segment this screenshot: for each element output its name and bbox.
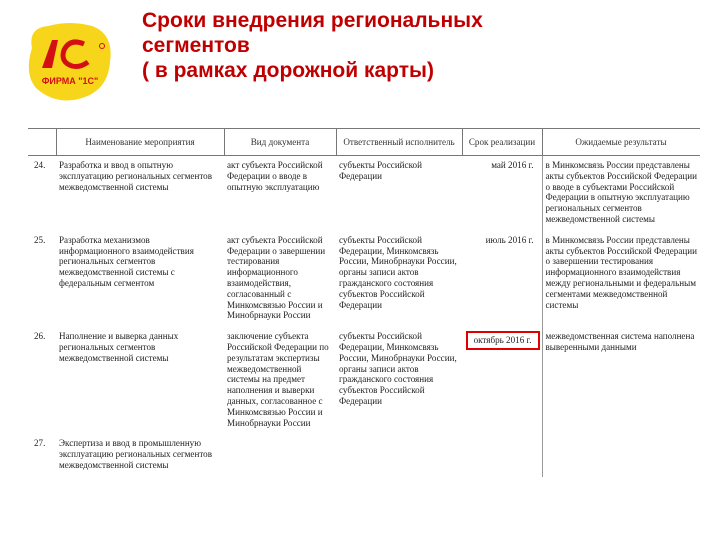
row-number: 26.	[34, 331, 46, 342]
roadmap-table	[28, 128, 700, 477]
date-highlight-box: октябрь 2016 г.	[466, 331, 540, 350]
title-line: Сроки внедрения региональных	[142, 9, 483, 32]
page-title	[142, 8, 702, 83]
row-doc: заключение субъекта Российской Федерации по результатам экспертизы межведомственной системы на предмет наполнения и выверки данных, согласованное с Минкомсвязью России и Минобрнауки России	[227, 331, 329, 428]
col-header-resp: Ответственный исполнитель	[336, 129, 462, 156]
table-row	[28, 231, 700, 327]
row-result: в Минкомсвязь России представлены акты субъектов Российской Федерации о завершении тестирования информационного взаимодействия между региональными и федеральным сегментами межведомственной системы	[542, 231, 700, 327]
table-row	[28, 434, 700, 476]
1c-logo-icon	[22, 18, 118, 108]
row-resp: субъекты Российской Федерации	[336, 156, 462, 231]
col-header-result: Ожидаемые результаты	[542, 129, 700, 156]
row-name: Разработка механизмов информационного взаимодействия региональных сегментов межведомственной системы с федеральным сегментом	[59, 234, 194, 288]
row-number: 24.	[28, 156, 56, 231]
row-number: 27.	[34, 438, 46, 449]
col-header-num	[28, 129, 56, 156]
row-result: межведомственная система наполнена выверенными данными	[542, 327, 700, 434]
row-date	[462, 434, 542, 476]
table-header-row	[28, 129, 700, 156]
col-header-date: Срок реализации	[462, 129, 542, 156]
row-number: 25.	[34, 234, 46, 245]
row-resp: субъекты Российской Федерации, Минкомсвязь России, Минобрнауки России, органы записи актов гражданского состояния субъектов Российской Федерации	[339, 331, 457, 406]
logo-firm-text: ФИРМА "1С"	[41, 76, 99, 86]
table-row	[28, 327, 700, 434]
row-date-highlighted	[462, 327, 542, 434]
row-name: Наполнение и выверка данных региональных сегментов межведомственной системы	[59, 331, 179, 363]
row-doc: акт субъекта Российской Федерации о завершении тестирования информационного взаимодействия, согласованный с Минкомсвязью России и Минобрнауки России	[227, 234, 326, 321]
row-result	[542, 434, 700, 476]
row-date: май 2016 г.	[462, 156, 542, 231]
title-line: сегментов	[142, 34, 250, 57]
roadmap-document	[28, 128, 700, 540]
row-date: июль 2016 г.	[485, 234, 534, 245]
title-line: ( в рамках дорожной карты)	[142, 59, 434, 82]
row-resp: субъекты Российской Федерации, Минкомсвязь России, Минобрнауки России, органы записи актов гражданского состояния субъектов Российской Федерации	[339, 234, 457, 310]
row-name: Разработка и ввод в опытную эксплуатацию региональных сегментов межведомственной системы	[56, 156, 224, 231]
1c-logo	[22, 18, 118, 108]
row-resp	[336, 434, 462, 476]
row-doc	[224, 434, 336, 476]
col-header-doc: Вид документа	[224, 129, 336, 156]
col-header-name: Наименование мероприятия	[56, 129, 224, 156]
row-name: Экспертиза и ввод в промышленную эксплуатацию региональных сегментов межведомственной системы	[59, 438, 213, 470]
row-doc: акт субъекта Российской Федерации о вводе в опытную эксплуатацию	[224, 156, 336, 231]
row-result: в Минкомсвязь России представлены акты субъектов Российской Федерации о вводе в субъектами Российской Федерации в опытную эксплуатацию региональных сегментов межведомственной системы	[542, 156, 700, 231]
table-row	[28, 156, 700, 231]
